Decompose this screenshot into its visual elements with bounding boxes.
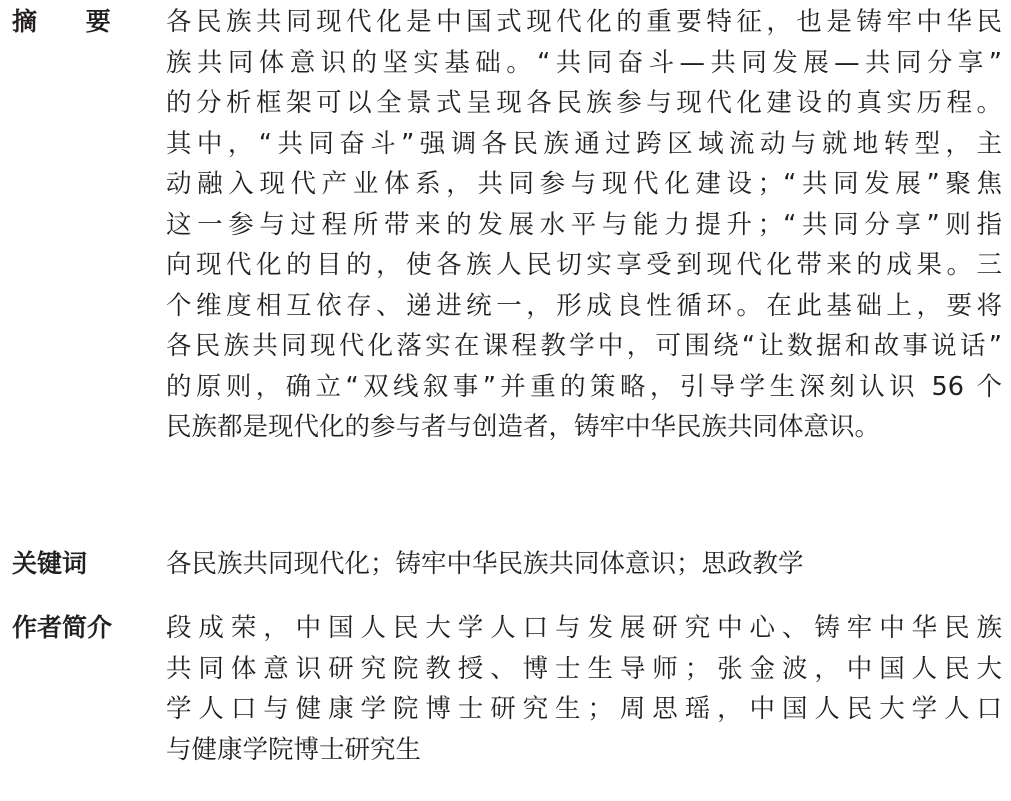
authors-line: 与健康学院博士研究生 xyxy=(166,734,422,765)
keywords-text xyxy=(166,544,1002,585)
abstract-line: 族共同体意识的坚实基础。“共同奋斗—共同发展—共同分享” xyxy=(166,47,1002,78)
abstract-line: 其中，“共同奋斗”强调各民族通过跨区域流动与就地转型，主 xyxy=(166,128,1002,159)
authors-line: 学人口与健康学院博士研究生；周思瑶，中国人民大学人口 xyxy=(166,694,1002,724)
authors-line: 共同体意识研究院教授、博士生导师；张金波，中国人民大 xyxy=(166,653,1002,684)
abstract-line: 民族都是现代化的参与者与创造者，铸牢中华民族共同体意识。 xyxy=(166,412,881,442)
abstract-line: 的原则，确立“双线叙事”并重的策略，引导学生深刻认识 56 个 xyxy=(166,371,1002,402)
abstract-line: 各民族共同现代化是中国式现代化的重要特征，也是铸牢中华民 xyxy=(166,7,1002,37)
abstract-text xyxy=(166,2,1002,448)
abstract-line: 动融入现代产业体系，共同参与现代化建设；“共同发展”聚焦 xyxy=(166,169,1002,199)
abstract-line: 各民族共同现代化落实在课程教学中，可围绕“让数据和故事说话” xyxy=(166,331,1002,361)
keywords-line: 各民族共同现代化；铸牢中华民族共同体意识；思政教学 xyxy=(166,549,804,579)
abstract-label: 摘 要 xyxy=(12,7,131,36)
abstract-line: 的分析框架可以全景式呈现各民族参与现代化建设的真实历程。 xyxy=(166,88,1002,118)
keywords-label: 关键词 xyxy=(12,549,88,578)
abstract-line: 向现代化的目的，使各族人民切实享受到现代化带来的成果。三 xyxy=(166,250,1002,280)
abstract-line: 个维度相互依存、递进统一，形成良性循环。在此基础上，要将 xyxy=(166,290,1002,321)
abstract-line: 这一参与过程所带来的发展水平与能力提升；“共同分享”则指 xyxy=(166,209,1002,240)
authors-text xyxy=(166,608,1002,770)
authors-line: 段成荣，中国人民大学人口与发展研究中心、铸牢中华民族 xyxy=(166,613,1002,643)
authors-label: 作者简介 xyxy=(12,613,113,642)
